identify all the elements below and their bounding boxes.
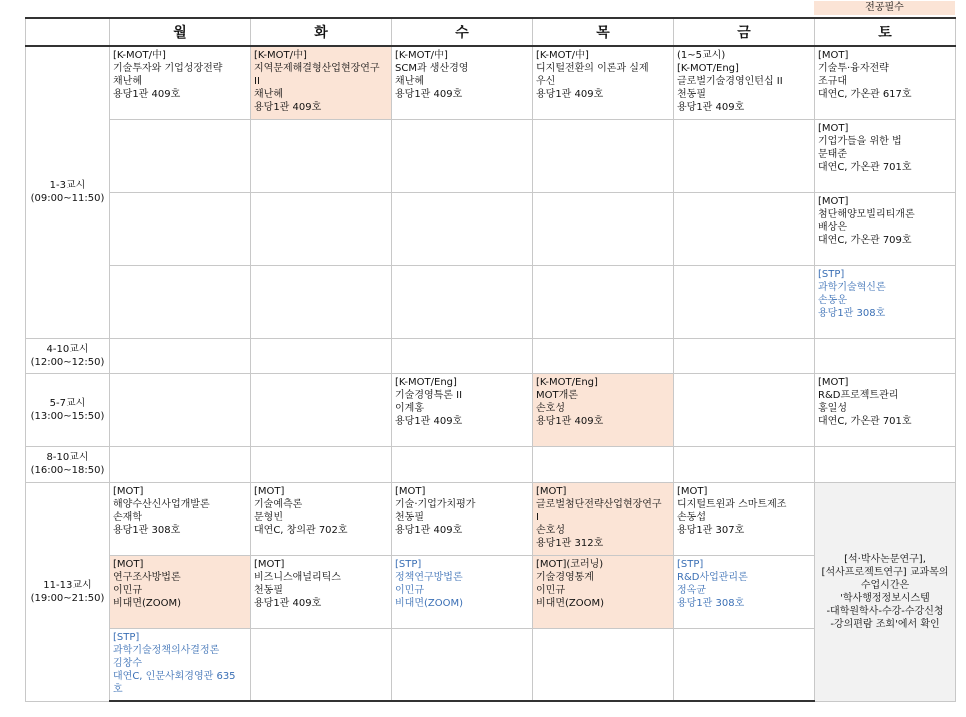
cell-line: [STP]: [677, 558, 704, 570]
cell-line: 이민규: [536, 584, 565, 596]
empty-cell: [251, 628, 392, 701]
cell-line: 용당1관 308호: [677, 597, 745, 609]
empty-cell: [533, 628, 674, 701]
course-cell: [815, 265, 956, 338]
day-header-wed: 수: [392, 18, 533, 46]
empty-cell: [110, 119, 251, 192]
empty-cell: [392, 192, 533, 265]
cell-line: 문형빈: [254, 511, 283, 523]
course-cell-required: [110, 555, 251, 628]
empty-cell: [392, 265, 533, 338]
course-cell-required: [533, 482, 674, 555]
empty-cell: [533, 446, 674, 482]
cell-line: (1~5교시): [677, 50, 726, 61]
cell-line: 비대면(ZOOM): [395, 597, 464, 609]
cell-line: 조규대: [818, 76, 847, 87]
cell-line: -강의편람 조회'에서 확인: [830, 618, 940, 630]
corner-header: [26, 18, 110, 46]
course-cell: [533, 46, 674, 119]
cell-line: 대연C, 가온관 617호: [818, 89, 912, 100]
course-cell: [815, 192, 956, 265]
cell-line: [MOT]: [254, 558, 285, 570]
cell-line: [K-MOT/Eng]: [536, 376, 598, 388]
empty-cell: [533, 192, 674, 265]
cell-line: [STP]: [818, 268, 845, 280]
cell-line: 채난혜: [254, 89, 283, 100]
cell-line: [MOT](코러닝): [536, 558, 604, 570]
cell-line: 손호성: [536, 524, 565, 536]
period-label-3: 5-7교시 (13:00~15:50): [26, 373, 110, 446]
required-course-legend: 전공필수: [814, 1, 955, 15]
cell-line: 수업시간은: [860, 579, 910, 591]
course-cell: [674, 482, 815, 555]
cell-line: 기술투·융자전략: [818, 63, 889, 74]
empty-cell: [392, 338, 533, 373]
empty-cell: [674, 373, 815, 446]
empty-cell: [533, 265, 674, 338]
cell-line: [MOT]: [818, 195, 849, 207]
cell-line: 용당1관 307호: [677, 524, 745, 536]
course-cell: [815, 373, 956, 446]
empty-cell: [533, 119, 674, 192]
course-cell: [815, 46, 956, 119]
empty-cell: [674, 119, 815, 192]
cell-line: 배상은: [818, 221, 847, 233]
cell-line: [MOT]: [395, 485, 426, 497]
cell-line: 이민규: [113, 584, 142, 596]
cell-line: [석사프로젝트연구] 교과목의: [821, 566, 949, 578]
cell-line: 비즈니스애널리틱스: [254, 571, 341, 583]
cell-line: 비대면(ZOOM): [113, 597, 182, 609]
course-cell: [251, 555, 392, 628]
cell-line: 기술예측론: [254, 498, 303, 510]
cell-line: 과학기술정책의사결정론: [113, 644, 220, 656]
cell-line: 기술·기업가치평가: [395, 498, 476, 510]
day-header-fri: 금: [674, 18, 815, 46]
empty-cell: [251, 265, 392, 338]
course-cell: [110, 46, 251, 119]
cell-line: [K-MOT/Eng]: [677, 63, 739, 74]
cell-line: 디지털전환의 이론과 실제: [536, 63, 649, 74]
cell-line: R&D사업관리론: [677, 571, 748, 583]
cell-line: -대학원학사-수강-수강신청: [826, 605, 944, 617]
cell-line: MOT개론: [536, 389, 578, 401]
empty-cell: [674, 338, 815, 373]
cell-line: 글로벌기술경영인턴십 II: [677, 76, 783, 87]
cell-line: '학사행정정보시스템: [840, 592, 930, 604]
cell-line: 첨단해양모빌리티개론: [818, 208, 915, 220]
course-cell-required: [533, 373, 674, 446]
cell-line: 용당1관 308호: [113, 524, 181, 536]
course-cell: [674, 555, 815, 628]
cell-line: [K-MOT/中]: [536, 50, 589, 61]
cell-line: 대연C, 창의관 702호: [254, 524, 348, 536]
cell-line: 용당1관 409호: [395, 415, 463, 427]
cell-line: 용당1관 409호: [113, 89, 181, 100]
empty-cell: [533, 338, 674, 373]
cell-line: 대연C, 인문사회경영관 635: [113, 670, 236, 682]
cell-line: 정옥균: [677, 584, 706, 596]
cell-line: R&D프로젝트관리: [818, 389, 899, 401]
empty-cell: [392, 119, 533, 192]
empty-cell: [110, 446, 251, 482]
cell-line: 이계홍: [395, 402, 424, 414]
cell-line: 연구조사방법론: [113, 571, 181, 583]
empty-cell: [674, 446, 815, 482]
empty-cell: [392, 628, 533, 701]
empty-cell: [110, 338, 251, 373]
cell-line: [MOT]: [113, 485, 144, 497]
course-cell: [110, 482, 251, 555]
day-header-sat: 토: [815, 18, 956, 46]
course-cell-required: [251, 46, 392, 119]
empty-cell: [674, 265, 815, 338]
cell-line: 해양수산신사업개발론: [113, 498, 210, 510]
empty-cell: [815, 446, 956, 482]
course-cell: [251, 482, 392, 555]
cell-line: 용당1관 308호: [818, 307, 886, 319]
cell-line: [석·박사논문연구],: [844, 553, 926, 565]
cell-line: 정책연구방법론: [395, 571, 463, 583]
cell-line: 비대면(ZOOM): [536, 597, 605, 609]
period-label-5: 11-13교시 (19:00~21:50): [26, 482, 110, 701]
cell-line: [MOT]: [254, 485, 285, 497]
cell-line: 용당1관 409호: [254, 597, 322, 609]
empty-cell: [110, 373, 251, 446]
timetable: [25, 17, 956, 702]
cell-line: 대연C, 가온관 709호: [818, 234, 912, 246]
course-cell: [392, 555, 533, 628]
cell-line: [K-MOT/Eng]: [395, 376, 457, 388]
cell-line: 용당1관 409호: [536, 89, 604, 100]
course-cell: [392, 373, 533, 446]
cell-line: SCM과 생산경영: [395, 63, 469, 74]
course-cell: [392, 482, 533, 555]
cell-line: 천동필: [254, 584, 283, 596]
cell-line: 용당1관 312호: [536, 537, 604, 549]
day-header-thu: 목: [533, 18, 674, 46]
course-cell: [815, 119, 956, 192]
cell-line: II: [254, 76, 260, 87]
saturday-note: [815, 482, 956, 701]
cell-line: 김창수: [113, 657, 142, 669]
empty-cell: [251, 446, 392, 482]
empty-cell: [251, 373, 392, 446]
cell-line: 우신: [536, 76, 556, 87]
cell-line: 용당1관 409호: [677, 102, 745, 113]
cell-line: 용당1관 409호: [395, 89, 463, 100]
cell-line: [STP]: [113, 631, 140, 643]
empty-cell: [110, 265, 251, 338]
empty-cell: [815, 338, 956, 373]
cell-line: [MOT]: [677, 485, 708, 497]
cell-line: 대연C, 가온관 701호: [818, 415, 912, 427]
cell-line: 기업가들을 위한 법: [818, 135, 902, 147]
cell-line: [STP]: [395, 558, 422, 570]
cell-line: 용당1관 409호: [395, 524, 463, 536]
cell-line: 디지털트윈과 스마트제조: [677, 498, 787, 510]
course-cell: [110, 628, 251, 701]
course-cell-required: [533, 555, 674, 628]
cell-line: 기술경영통계: [536, 571, 594, 583]
cell-line: 채난혜: [113, 76, 142, 87]
period-label-2: 4-10교시 (12:00~12:50): [26, 338, 110, 373]
cell-line: 과학기술혁신론: [818, 281, 886, 293]
cell-line: 천동필: [677, 89, 706, 100]
day-header-tue: 화: [251, 18, 392, 46]
empty-cell: [251, 338, 392, 373]
period-label-4: 8-10교시 (16:00~18:50): [26, 446, 110, 482]
cell-line: [K-MOT/中]: [254, 50, 307, 61]
cell-line: [MOT]: [818, 122, 849, 134]
day-header-row: [26, 18, 956, 46]
cell-line: [K-MOT/中]: [113, 50, 166, 61]
cell-line: 손재학: [113, 511, 142, 523]
empty-cell: [110, 192, 251, 265]
cell-line: 손동운: [818, 294, 847, 306]
cell-line: 채난혜: [395, 76, 424, 87]
course-cell: [674, 46, 815, 119]
cell-line: 천동필: [395, 511, 424, 523]
empty-cell: [392, 446, 533, 482]
cell-line: 이민규: [395, 584, 424, 596]
cell-line: [MOT]: [818, 376, 849, 388]
cell-line: 용당1관 409호: [254, 102, 322, 113]
cell-line: 손호성: [536, 402, 565, 414]
course-cell: [392, 46, 533, 119]
cell-line: [MOT]: [113, 558, 144, 570]
day-header-mon: 월: [110, 18, 251, 46]
empty-cell: [674, 628, 815, 701]
cell-line: [MOT]: [536, 485, 567, 497]
empty-cell: [251, 192, 392, 265]
cell-line: 기술투자와 기업성장전략: [113, 63, 223, 74]
period-label-1: 1-3교시 (09:00~11:50): [26, 46, 110, 338]
cell-line: 기술경영특론 II: [395, 389, 463, 401]
cell-line: 글로벌첨단전략산업현장연구: [536, 498, 662, 510]
cell-line: 문태준: [818, 148, 847, 160]
cell-line: [K-MOT/中]: [395, 50, 448, 61]
cell-line: 홍일성: [818, 402, 847, 414]
cell-line: 용당1관 409호: [536, 415, 604, 427]
cell-line: I: [536, 511, 539, 523]
empty-cell: [674, 192, 815, 265]
cell-line: 손동섭: [677, 511, 706, 523]
cell-line: 호: [113, 683, 123, 695]
empty-cell: [251, 119, 392, 192]
cell-line: 대연C, 가온관 701호: [818, 161, 912, 173]
cell-line: 지역문제해결형산업현장연구: [254, 63, 380, 74]
cell-line: [MOT]: [818, 50, 849, 61]
